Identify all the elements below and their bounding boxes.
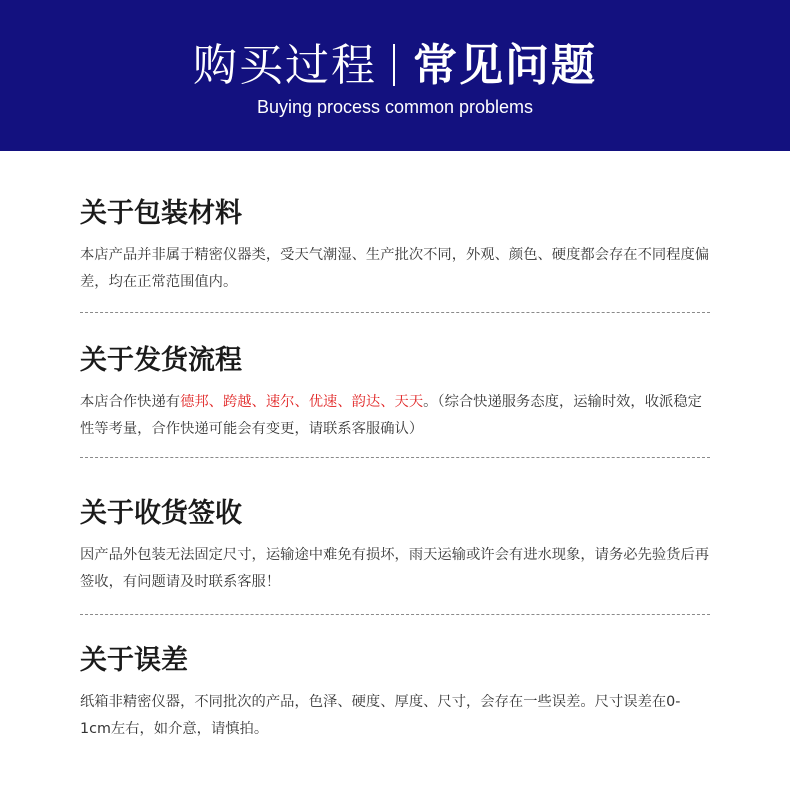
dashed-divider — [80, 614, 710, 615]
section-body: 纸箱非精密仪器，不同批次的产品，色泽、硬度、厚度、尺寸，会存在一些误差。尺寸误差在0-1cm左右，如介意，请慎拍。 — [80, 694, 681, 737]
body-prefix: 本店合作快递有 — [80, 394, 181, 410]
section-heading: 关于收货签收 — [80, 498, 242, 529]
section-heading: 关于包装材料 — [80, 198, 242, 229]
header-banner — [0, 0, 790, 151]
section-tolerance — [80, 645, 710, 743]
banner-subtitle: Buying process common problems — [256, 97, 534, 117]
section-heading: 关于误差 — [80, 645, 188, 676]
banner-title-light: 购买过程 — [193, 40, 377, 91]
section-receipt — [80, 498, 710, 596]
title-separator — [393, 44, 395, 86]
section-heading: 关于发货流程 — [80, 345, 242, 376]
section-shipping — [80, 345, 710, 443]
banner-title — [0, 38, 790, 94]
body-suffix: 。（综合快递服务态度，运输时效，收派稳定性等考量，合作快递可能会有变更，请联系客服确认） — [80, 394, 702, 437]
banner-title-bold: 常见问题 — [413, 40, 597, 91]
dashed-divider — [80, 312, 710, 313]
courier-list: 德邦、跨越、速尔、优速、韵达、天天 — [180, 394, 424, 410]
dashed-divider — [80, 457, 710, 458]
section-body: 因产品外包装无法固定尺寸，运输途中难免有损坏，雨天运输或许会有进水现象，请务必先验货后再签收，有问题请及时联系客服！ — [80, 547, 710, 590]
section-packaging — [80, 198, 710, 296]
section-body — [80, 389, 710, 443]
section-body: 本店产品并非属于精密仪器类，受天气潮湿、生产批次不同，外观、颜色、硬度都会存在不同程度偏差，均在正常范围值内。 — [80, 247, 710, 290]
